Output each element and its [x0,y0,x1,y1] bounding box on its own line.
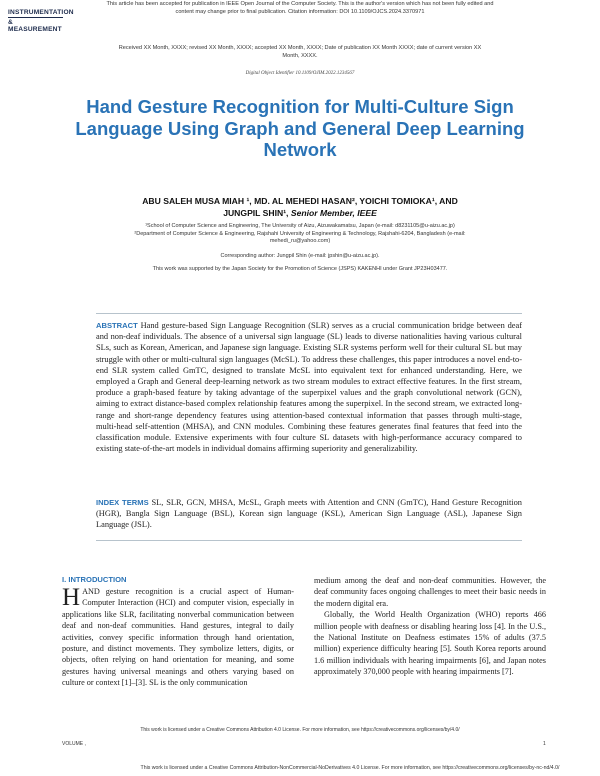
doi-line: Digital Object Identifier 10.1109/OJIM.2022.1234567 [245,71,355,76]
index-terms-label: INDEX TERMS [96,498,149,507]
received-dates: Received XX Month, XXXX; revised XX Month, XXXX; accepted XX Month, XXXX; Date of publication XX Month XXXX; date of current version XX Month, XXXX. [118,45,482,59]
funding-note: This work was supported by the Japan Society for the Promotion of Science (JSPS) KAKENHI under Grant JP23H03477. [152,266,448,272]
index-terms [96,497,522,531]
drop-cap: H [62,584,81,611]
author-shin: JUNGPIL SHIN¹, [223,208,289,218]
abstract-label: ABSTRACT [96,321,138,330]
logo-line-1: INSTRUMENTATION [8,9,74,16]
author-list [80,195,520,219]
abstract-bottom-rule [96,540,522,541]
abstract [96,320,522,454]
abstract-text: Hand gesture-based Sign Language Recognition (SLR) serves as a crucial communication bridge between deaf and non-deaf individuals. The absence of a universal sign language (SL) leads to diverse nationalities having various cultural SLs, such as Korean, American, and Japanese sign language. Existing SLR systems perform well for their cultural SL but may struggle with other or multi-cultural sign languages (McSL). To address these challenges, this paper introduces a novel end-to-end SLR system called GmTC, designed to translate McSL into equivalent text for enhanced understanding. Here, we employed a Graph and General deep-learning network as two stream modules to extract effective features. In the first stream, produce a graph-based feature by taking advantage of the superpixel values and the graph convolutional network (GCN), aiming to extract distance-based complex relationship features among the superpixel. In the second stream, we extracted long-range and short-range dependency features using attention-based contextual information that passes through multi-stage, multi-head self-attention (MHSA), and CNN modules. Combining these features generates final features that feed into the classification module. Extensive experiments with four culture SL datasets with high-performance accuracy compared to existing state-of-the-art models in individual domains affirming superiority and generalizability. [96,321,522,454]
member-grade: Senior Member, IEEE [290,208,377,218]
intro-paragraph-1: AND gesture recognition is a crucial aspect of Human-Computer Interaction (HCI) and computer vision, especially in applications like SLR, facilitating nonverbal communication between deaf and non-deaf communities. Hand gestures, integral to daily activities, convey specific information through hand orientation, posture, and distinct movements. They symbolize letters, digits, or objects, often relying on hand orientation for meaning, and some gestures having universal meanings and others varying based on culture or context [1]–[3]. SL is the only communication [62,587,294,688]
intro-right-column [314,575,546,678]
acceptance-notice: This article has been accepted for publication in IEEE Open Journal of the Computer Society. This is the author's version which has not been fully edited and content may change prior to final publication. Citation information: DOI 10.1109/OJCS.2024.3370971 [106,1,494,15]
author-line-1: ABU SALEH MUSA MIAH ¹, MD. AL MEHEDI HASAN², YOICHI TOMIOKA¹, AND [142,196,458,206]
author-line-2 [80,207,520,219]
intro-left-column [62,586,294,689]
paper-title: Hand Gesture Recognition for Multi-Culture Sign Language Using Graph and General Deep Learning Network [75,96,525,160]
footer-volume: VOLUME , [62,741,86,747]
affiliations [110,223,490,246]
license-footer: This work is licensed under a Creative Commons Attribution-NonCommercial-NoDerivatives 4.0 License. For more information, see https://creativecommons.org/licenses/by-nc-nd/4.0/ [140,765,560,771]
affiliation-1: ¹School of Computer Science and Engineering, The University of Aizu, Aizuwakamatsu, Japan (e-mail: d8231105@u-aizu.ac.jp) [145,223,455,229]
intro-paragraph-1-cont: medium among the deaf and non-deaf communities. However, the deaf community faces ongoing challenges to meet their basic needs in the modern digital era. [314,576,546,608]
journal-logo [8,9,78,33]
logo-line-2: & MEASUREMENT [8,19,62,33]
intro-paragraph-2: Globally, the World Health Organization (WHO) reports 466 million people with deafness or disabling hearing loss [4]. In the U.S., the National Institute on Deafness estimates 15% of adults (37.5 million) experience difficulty hearing [5]. South Korea reports around 1.6 million individuals with hearing impairments [6], and Japan notes approximately 370,000 people with hearing impairments [7]. [314,610,546,677]
footer-page-number: 1 [543,741,546,747]
affiliation-2: ²Department of Computer Science & Engineering, Rajshahi University of Engineering & Technology, Rajshahi-6204, Bangladesh (e-mail: mehedi_ru@yahoo.com) [134,230,466,244]
license-notice: This work is licensed under a Creative Commons Attribution 4.0 License. For more information, see https://creativecommons.org/licenses/by/4.0/ [140,727,460,733]
corresponding-author: Corresponding author: Jungpil Shin (e-mail: jpshin@u-aizu.ac.jp). [220,253,380,259]
section-heading-introduction: I. INTRODUCTION [62,575,127,584]
abstract-top-rule [96,313,522,314]
index-terms-text: SL, SLR, GCN, MHSA, McSL, Graph meets with Attention and CNN (GmTC), Hand Gesture Recognition (HGR), Bangla Sign Language (BSL), Korean sign language (KSL), American Sign Language (ASL), Japanese Sign Language (JSL). [96,498,522,530]
